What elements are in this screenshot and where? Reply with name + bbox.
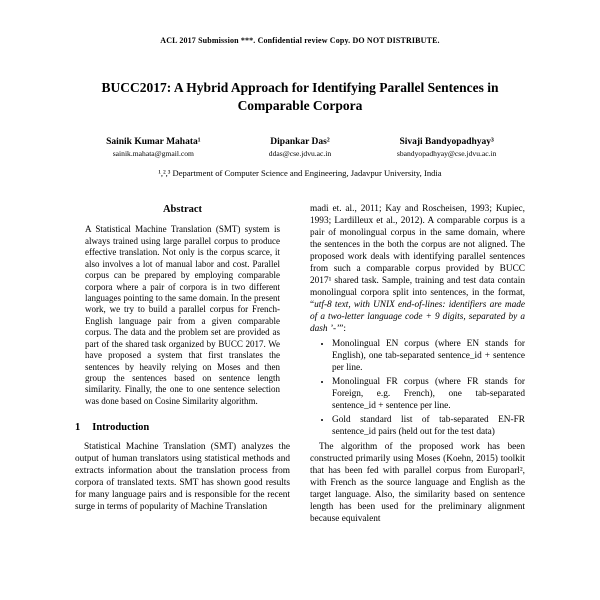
section-1-title: Introduction xyxy=(92,422,150,434)
right-column xyxy=(310,204,525,526)
author-1-email: sainik.mahata@gmail.com xyxy=(112,149,194,159)
corpus-bullet-list xyxy=(322,339,525,439)
author-1-name: Sainik Kumar Mahata¹ xyxy=(106,137,201,148)
author-block xyxy=(80,137,520,158)
bullet-item-en-corpus: • Monolingual EN corpus (where EN stands for English), one tab-separated sentence_id + sentence per line. xyxy=(332,339,525,375)
two-column-body xyxy=(75,204,525,526)
section-1-number: 1 xyxy=(75,422,81,434)
author-2-email: ddas@cse.jdvu.ac.in xyxy=(268,149,332,159)
author-3 xyxy=(373,137,520,158)
affiliation: ¹,²,³ Department of Computer Science and Engineering, Jadavpur University, India xyxy=(158,168,442,179)
format-description-italic: utf-8 text, with UNIX end-of-lines: identifiers are made of a two-letter language code + 9 digits, separated by a dash ’-’ xyxy=(310,300,525,335)
bullet-item-fr-corpus: • Monolingual FR corpus (where FR stands for Foreign, e.g. French), one tab-separated sentence_id + sentence per line. xyxy=(332,377,525,413)
abstract-heading: Abstract xyxy=(162,204,203,216)
right-paragraph-1 xyxy=(310,204,525,336)
right-paragraph-1-post: ”: xyxy=(339,324,346,335)
paper-title: BUCC2017: A Hybrid Approach for Identifying Parallel Sentences in Comparable Corpora xyxy=(101,80,499,114)
author-2-name: Dipankar Das² xyxy=(270,137,330,148)
confidential-notice: ACL 2017 Submission ***. Confidential review Copy. DO NOT DISTRIBUTE. xyxy=(160,36,440,45)
author-3-name: Sivaji Bandyopadhyay³ xyxy=(399,137,494,148)
left-column xyxy=(75,204,290,526)
abstract-text: A Statistical Machine Translation (SMT) system is always trained using large parallel corpus to produce effective translation. Not only is the corpus scarce, it also involves a lot of manual labor and cost. Parallel corpus can be prepared by employing comparable corpora where a pair of corpora is in two different languages pointing to the same domain. In the present work, we try to build a parallel corpus for French-English language pair from a given comparable corpus. The data and the problem set are provided as part of the shared task organized by BUCC 2017. We have proposed a system that first translates the sentences by heavily relying on Moses and then group the sentences based on sentence length similarity. Finally, the one to one sentence selection was done based on Cosine Similarity algorithm. xyxy=(85,224,280,406)
bullet-item-gold-standard: • Gold standard list of tab-separated EN-FR sentence_id pairs (held out for the test data) xyxy=(332,415,525,439)
author-3-email: sbandyopadhyay@cse.jdvu.ac.in xyxy=(396,149,497,159)
introduction-paragraph: Statistical Machine Translation (SMT) analyzes the output of human translators using statistical methods and extracts information about the translation process from corpora of translated texts. SMT has shown good results for many language pairs and is responsible for the recent surge in terms of popularity of Machine Translation xyxy=(75,442,290,513)
author-2 xyxy=(227,137,374,158)
section-1-heading xyxy=(75,422,290,433)
right-paragraph-1-pre: madi et. al., 2011; Kay and Roscheisen, 1993; Kupiec, 1993; Lardilleux et al., 2012). A comparable corpus is a pair of monolingual corpus in the same domain, where the sentences in the both the corpus are not aligned. The proposed work deals with identifying parallel sentences from such a comparable corpus provided by BUCC 2017¹ shared task. Sample, training and test data contain monolingual corpora split into sentences, in the format, “ xyxy=(310,204,525,311)
author-1 xyxy=(80,137,227,158)
right-paragraph-2: The algorithm of the proposed work has been constructed primarily using Moses (Koehn, 2015) toolkit that has been fed with parallel corpus from Europarl², with French as the source language and English as the target language. Also, the similarity based on sentence length has been used for the preliminary alignment because equivalent xyxy=(310,442,525,525)
